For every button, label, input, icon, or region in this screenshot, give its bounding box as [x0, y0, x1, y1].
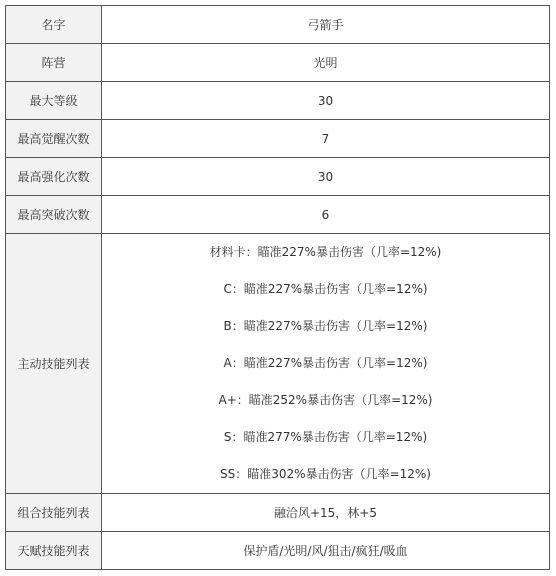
- row-value-combo-skills: 融洽风+15，林+5: [102, 494, 550, 532]
- row-label-max-enhance: 最高强化次数: [6, 158, 102, 196]
- active-skill-item: S：瞄准277%暴击伤害（几率=12%): [223, 430, 428, 444]
- table-row: [6, 196, 550, 234]
- active-skill-item: SS：瞄准302%暴击伤害（几率=12%): [220, 467, 431, 481]
- character-info-table: [5, 5, 550, 570]
- row-label-name: 名字: [6, 6, 102, 44]
- row-label-faction: 阵营: [6, 44, 102, 82]
- table-row: [6, 234, 550, 494]
- row-label-combo-skills: 组合技能列表: [6, 494, 102, 532]
- active-skill-item: C：瞄准227%暴击伤害（几率=12%): [223, 282, 428, 296]
- row-value-name: 弓箭手: [102, 6, 550, 44]
- table-row: [6, 158, 550, 196]
- row-value-max-awaken: 7: [102, 120, 550, 158]
- row-value-max-enhance: 30: [102, 158, 550, 196]
- active-skill-item: A+：瞄准252%暴击伤害（几率=12%): [218, 393, 433, 407]
- row-value-max-breakthrough: 6: [102, 196, 550, 234]
- table-row: [6, 44, 550, 82]
- row-label-max-awaken: 最高觉醒次数: [6, 120, 102, 158]
- row-value-talent-skills: 保护盾/光明/风/狙击/疯狂/吸血: [102, 532, 550, 570]
- active-skill-item: B：瞄准227%暴击伤害（几率=12%): [223, 319, 428, 333]
- row-label-active-skills: 主动技能列表: [6, 234, 102, 494]
- row-value-faction: 光明: [102, 44, 550, 82]
- table-row: [6, 120, 550, 158]
- table-row: [6, 6, 550, 44]
- active-skills-list: [102, 234, 550, 494]
- row-label-max-level: 最大等级: [6, 82, 102, 120]
- table-row: [6, 532, 550, 570]
- row-label-talent-skills: 天赋技能列表: [6, 532, 102, 570]
- row-label-max-breakthrough: 最高突破次数: [6, 196, 102, 234]
- table-row: [6, 494, 550, 532]
- active-skill-item: A：瞄准227%暴击伤害（几率=12%): [223, 356, 428, 370]
- active-skill-item: 材料卡：瞄准227%暴击伤害（几率=12%): [209, 245, 442, 259]
- row-value-max-level: 30: [102, 82, 550, 120]
- table-row: [6, 82, 550, 120]
